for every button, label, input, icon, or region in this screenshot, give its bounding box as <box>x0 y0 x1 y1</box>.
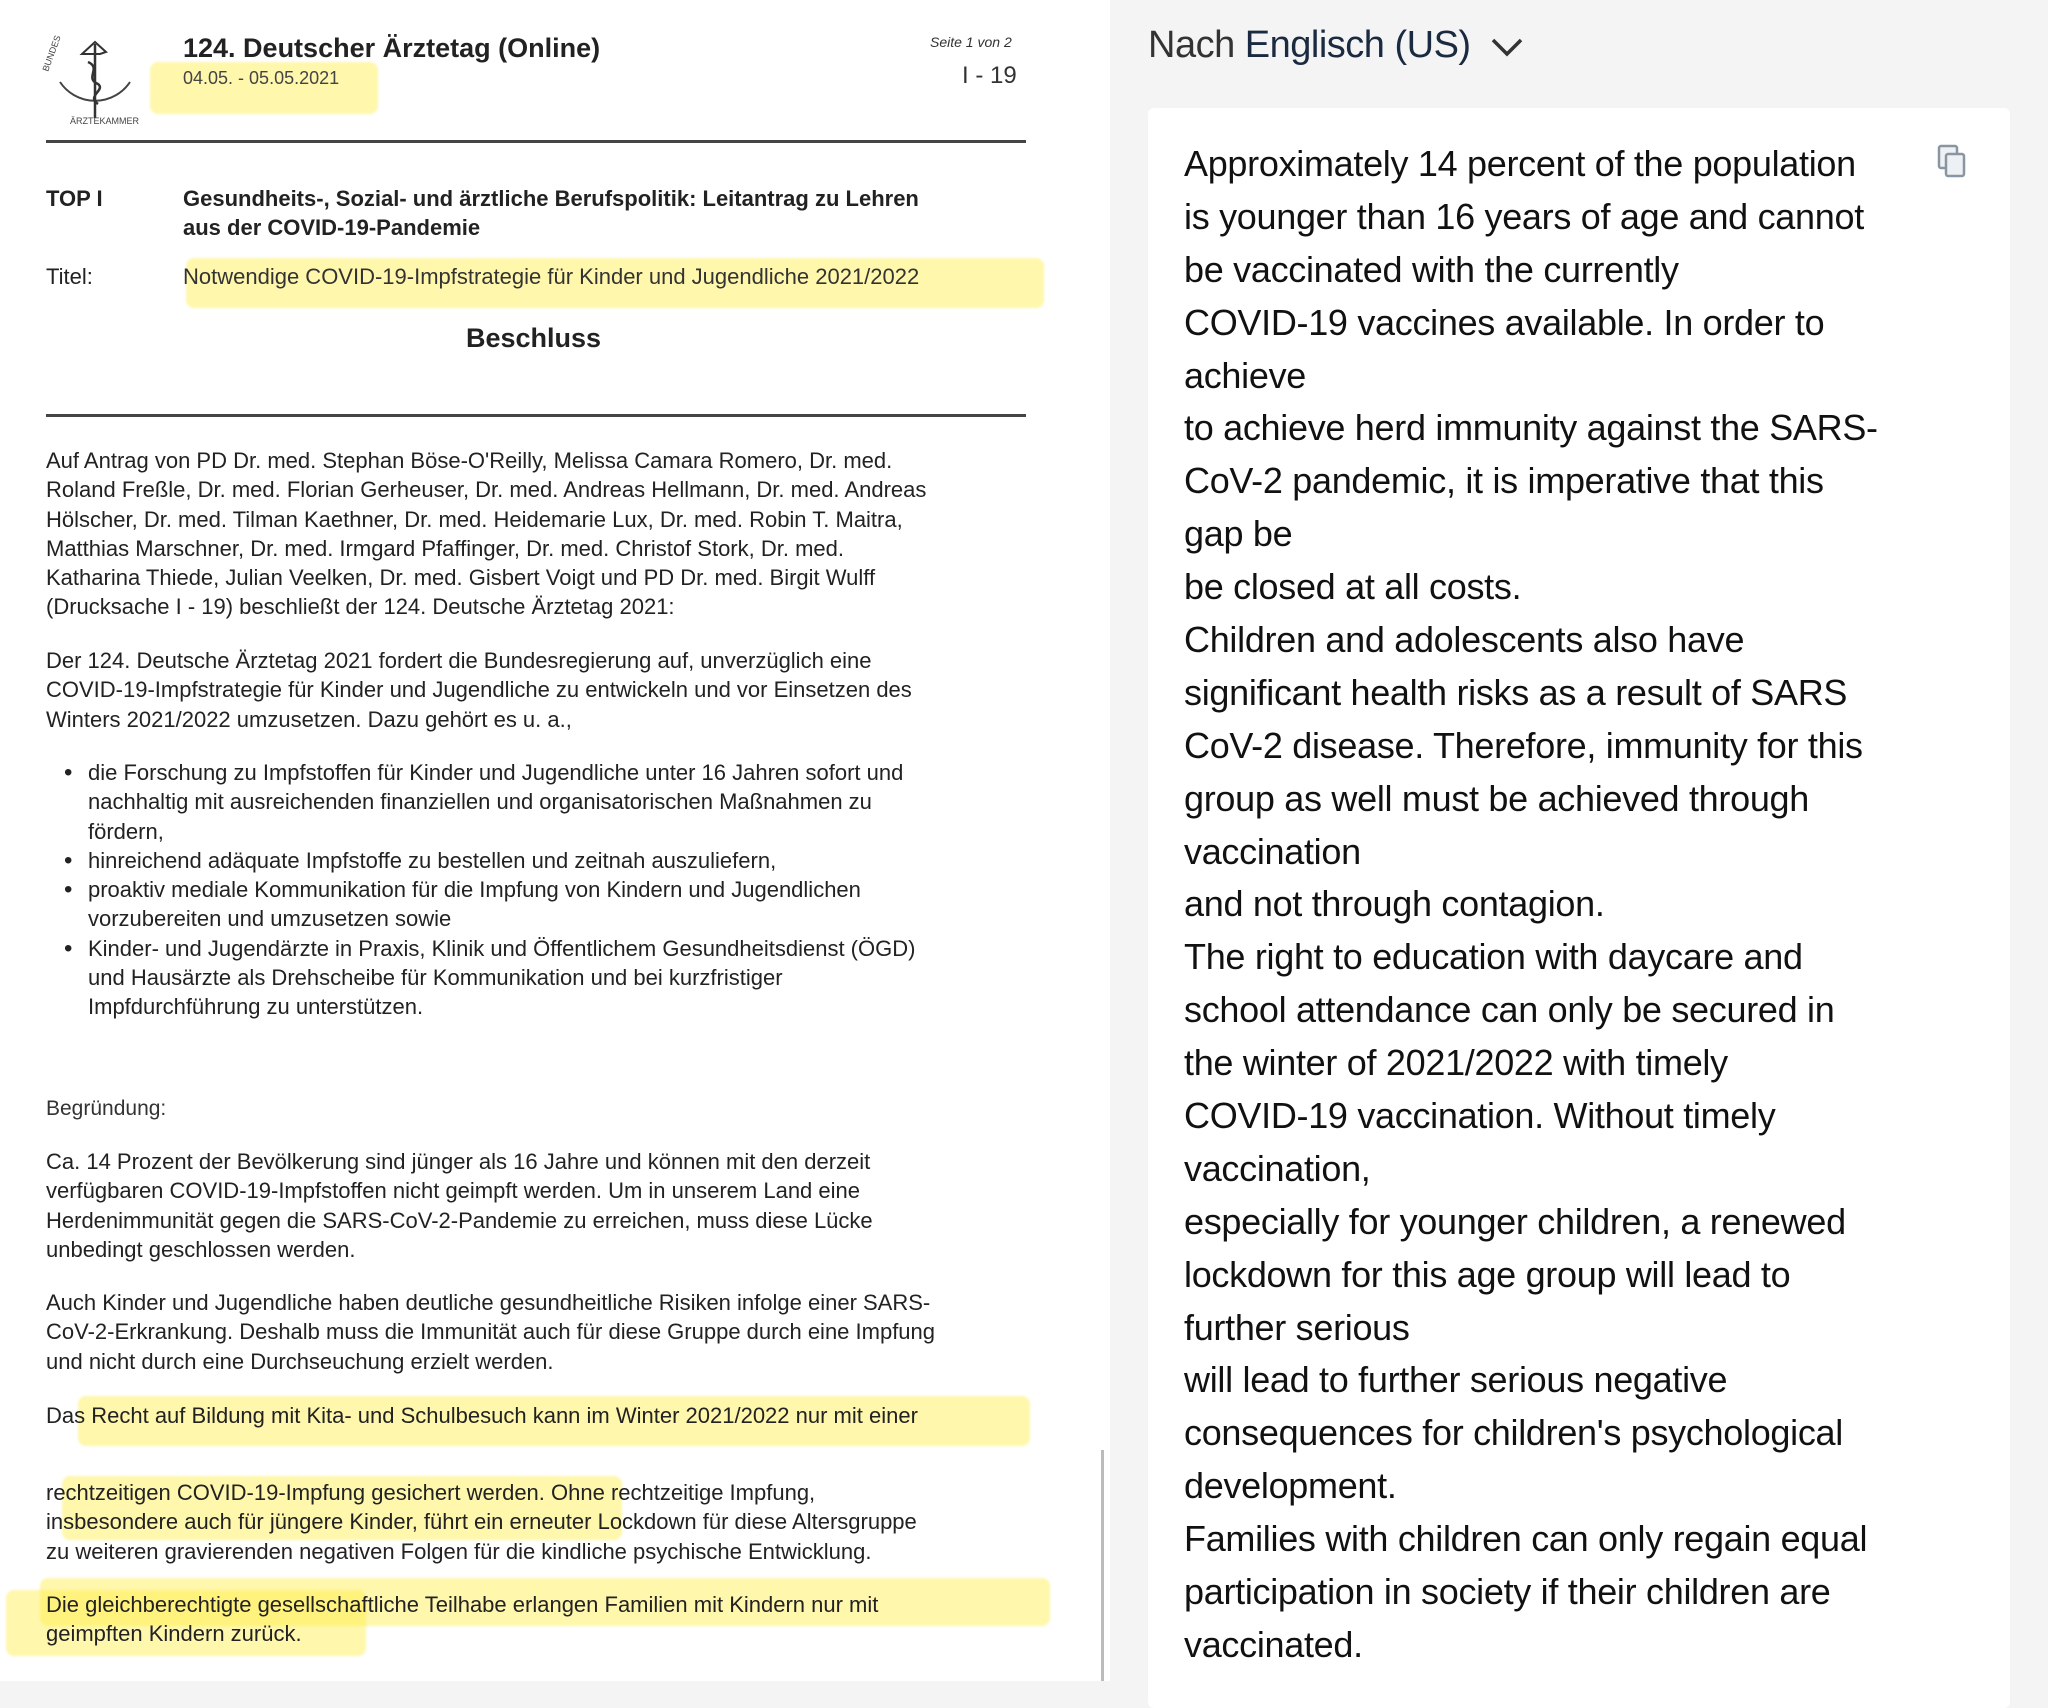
reason-label: Begründung: <box>46 1097 167 1120</box>
text-line: vaccination <box>1184 830 1361 872</box>
bullet-item-continuation: nachhaltig mit ausreichenden finanziellen und organisatorischen Maßnahmen zu <box>88 789 872 815</box>
text-line: Auch Kinder und Jugendliche haben deutliche gesundheitliche Risiken infolge einer SARS- <box>46 1290 931 1315</box>
title-label: Titel: <box>46 264 93 289</box>
translated-text <box>1184 138 1878 1672</box>
text-line: will lead to further serious negative <box>1184 1359 1728 1401</box>
text-line: achieve <box>1184 354 1306 396</box>
target-language: Englisch (US) <box>1244 24 1471 66</box>
text-line: CoV-2-Erkrankung. Deshalb muss die Immunität auch für diese Gruppe durch eine Impfung <box>46 1319 936 1345</box>
translation-output <box>1148 108 2010 1708</box>
text-line: zu weiteren gravierenden negativen Folgen für die kindliche psychische Entwicklung. <box>46 1538 872 1564</box>
text-line: unbedingt geschlossen werden. <box>46 1236 356 1262</box>
text-line: Matthias Marschner, Dr. med. Irmgard Pfaffinger, Dr. med. Christof Stork, Dr. med. <box>46 535 844 561</box>
text-line: Hölscher, Dr. med. Tilman Kaethner, Dr. med. Heidemarie Lux, Dr. med. Robin T. Maitra, <box>46 506 903 532</box>
resolution-heading: Beschluss <box>466 323 602 353</box>
paragraph-reason-2 <box>46 1288 935 1376</box>
divider <box>1101 1450 1104 1681</box>
divider <box>46 140 1026 143</box>
text-line: further serious <box>1184 1306 1410 1348</box>
text-line: be vaccinated with the currently <box>1184 248 1679 290</box>
event-title: 124. Deutscher Ärztetag (Online) <box>183 33 601 63</box>
chevron-down-icon[interactable] <box>1489 35 1525 59</box>
text-line: to achieve herd immunity against the SARS- <box>1184 407 1878 449</box>
bullet-item-continuation: vorzubereiten und umzusetzen sowie <box>88 906 452 932</box>
text-line: Gesundheits-, Sozial- und ärztliche Berufspolitik: Leitantrag zu Lehren <box>183 186 919 211</box>
text-line: verfügbaren COVID-19-Impfstoffen nicht geimpft werden. Um in unserem Land eine <box>46 1178 860 1204</box>
top-subject <box>183 184 919 243</box>
bullet-list <box>46 758 915 1022</box>
paragraph-applicants <box>46 446 926 622</box>
text-line: be closed at all costs. <box>1184 566 1522 608</box>
text-line: COVID-19 vaccines available. In order to <box>1184 301 1825 343</box>
bullet-item-continuation: fördern, <box>88 818 164 844</box>
text-line: vaccination, <box>1184 1147 1371 1189</box>
text-line: Winters 2021/2022 umzusetzen. Dazu gehört es u. a., <box>46 706 572 732</box>
top-label: TOP I <box>46 186 103 211</box>
bullet-item: • Kinder- und Jugendärzte in Praxis, Klinik und Öffentlichem Gesundheitsdienst (ÖGD) <box>46 934 915 963</box>
text-line: The right to education with daycare and <box>1184 936 1803 978</box>
text-line: geimpften Kindern zurück. <box>46 1621 302 1647</box>
text-line: consequences for children's psychological <box>1184 1412 1843 1454</box>
text-line: and not through contagion. <box>1184 883 1605 925</box>
copy-icon[interactable] <box>1936 144 1966 178</box>
text-line: development. <box>1184 1465 1397 1507</box>
event-date: 04.05. - 05.05.2021 <box>183 68 340 88</box>
text-line: Herdenimmunität gegen die SARS-CoV-2-Pandemie zu erreichen, muss diese Lücke <box>46 1207 873 1233</box>
text-line: gap be <box>1184 513 1293 555</box>
bullet-item: • hinreichend adäquate Impfstoffe zu bestellen und zeitnah auszuliefern, <box>46 846 915 875</box>
bullet-item: • proaktiv mediale Kommunikation für die Impfung von Kindern und Jugendlichen <box>46 875 915 904</box>
text-line: Auf Antrag von PD Dr. med. Stephan Böse-O'Reilly, Melissa Camara Romero, Dr. med. <box>46 448 893 473</box>
paragraph-reason-4 <box>46 1478 917 1566</box>
text-line: insbesondere auch für jüngere Kinder, führt ein erneuter Lockdown für diese Altersgruppe <box>46 1509 917 1535</box>
paragraph-reason-3 <box>46 1401 918 1430</box>
paragraph-reason-5 <box>46 1590 878 1649</box>
text-line: Die gleichberechtigte gesellschaftliche Teilhabe erlangen Familien mit Kindern nur mit <box>46 1592 879 1617</box>
bundesaerztekammer-logo <box>40 32 150 128</box>
text-line: rechtzeitigen COVID-19-Impfung gesichert werden. Ohne rechtzeitige Impfung, <box>46 1480 816 1505</box>
text-line: Das Recht auf Bildung mit Kita- und Schulbesuch kann im Winter 2021/2022 nur mit einer <box>46 1403 918 1428</box>
text-line: significant health risks as a result of SARS <box>1184 671 1848 713</box>
paragraph-reason-1 <box>46 1147 873 1264</box>
text-line: COVID-19-Impfstrategie für Kinder und Jugendliche zu entwickeln und vor Einsetzen des <box>46 677 912 703</box>
text-line: CoV-2 disease. Therefore, immunity for this <box>1184 724 1863 766</box>
text-line: Children and adolescents also have <box>1184 619 1745 661</box>
text-line: aus der COVID-19-Pandemie <box>183 215 481 241</box>
text-line: Der 124. Deutsche Ärztetag 2021 fordert die Bundesregierung auf, unverzüglich eine <box>46 648 872 673</box>
page-indicator: Seite 1 von 2 <box>930 34 1012 50</box>
text-line: Katharina Thiede, Julian Veelken, Dr. med. Gisbert Voigt und PD Dr. med. Birgit Wulff <box>46 565 876 591</box>
text-line: Approximately 14 percent of the population <box>1184 143 1856 184</box>
text-line: is younger than 16 years of age and cannot <box>1184 195 1864 237</box>
text-line: Ca. 14 Prozent der Bevölkerung sind jünger als 16 Jahre und können mit den derzeit <box>46 1149 871 1174</box>
text-line: especially for younger children, a renewed <box>1184 1200 1846 1242</box>
text-line: und nicht durch eine Durchseuchung erzielt werden. <box>46 1348 554 1374</box>
text-line: (Drucksache I - 19) beschließt der 124. Deutsche Ärztetag 2021: <box>46 594 675 620</box>
text-line: lockdown for this age group will lead to <box>1184 1253 1791 1295</box>
text-line: vaccinated. <box>1184 1623 1363 1665</box>
translation-panel <box>1110 0 2048 1681</box>
bullet-item-continuation: und Hausärzte als Drehscheibe für Kommunikation und bei kurzfristiger <box>88 965 783 991</box>
text-line: school attendance can only be secured in <box>1184 989 1835 1031</box>
bullet-item: • die Forschung zu Impfstoffen für Kinder und Jugendliche unter 16 Jahren sofort und <box>46 758 915 787</box>
text-line: group as well must be achieved through <box>1184 777 1809 819</box>
text-line: Roland Freßle, Dr. med. Florian Gerheuser, Dr. med. Andreas Hellmann, Dr. med. Andreas <box>46 477 927 503</box>
document-number: I - 19 <box>962 62 1017 89</box>
text-line: participation in society if their children are <box>1184 1571 1831 1613</box>
target-language-prefix: Nach <box>1148 24 1235 66</box>
text-line: Families with children can only regain equal <box>1184 1518 1868 1560</box>
title-value: Notwendige COVID-19-Impfstrategie für Kinder und Jugendliche 2021/2022 <box>183 264 920 289</box>
svg-text:ÄRZTEKAMMER: ÄRZTEKAMMER <box>70 116 140 126</box>
divider <box>46 414 1026 417</box>
bullet-item-continuation: Impfdurchführung zu unterstützen. <box>88 994 424 1020</box>
text-line: CoV-2 pandemic, it is imperative that this <box>1184 460 1824 502</box>
text-line: COVID-19 vaccination. Without timely <box>1184 1095 1776 1137</box>
target-language-selector[interactable] <box>1148 24 1525 67</box>
text-line: the winter of 2021/2022 with timely <box>1184 1042 1728 1084</box>
paragraph-demand <box>46 646 912 734</box>
svg-text:BUNDES: BUNDES <box>40 34 63 73</box>
